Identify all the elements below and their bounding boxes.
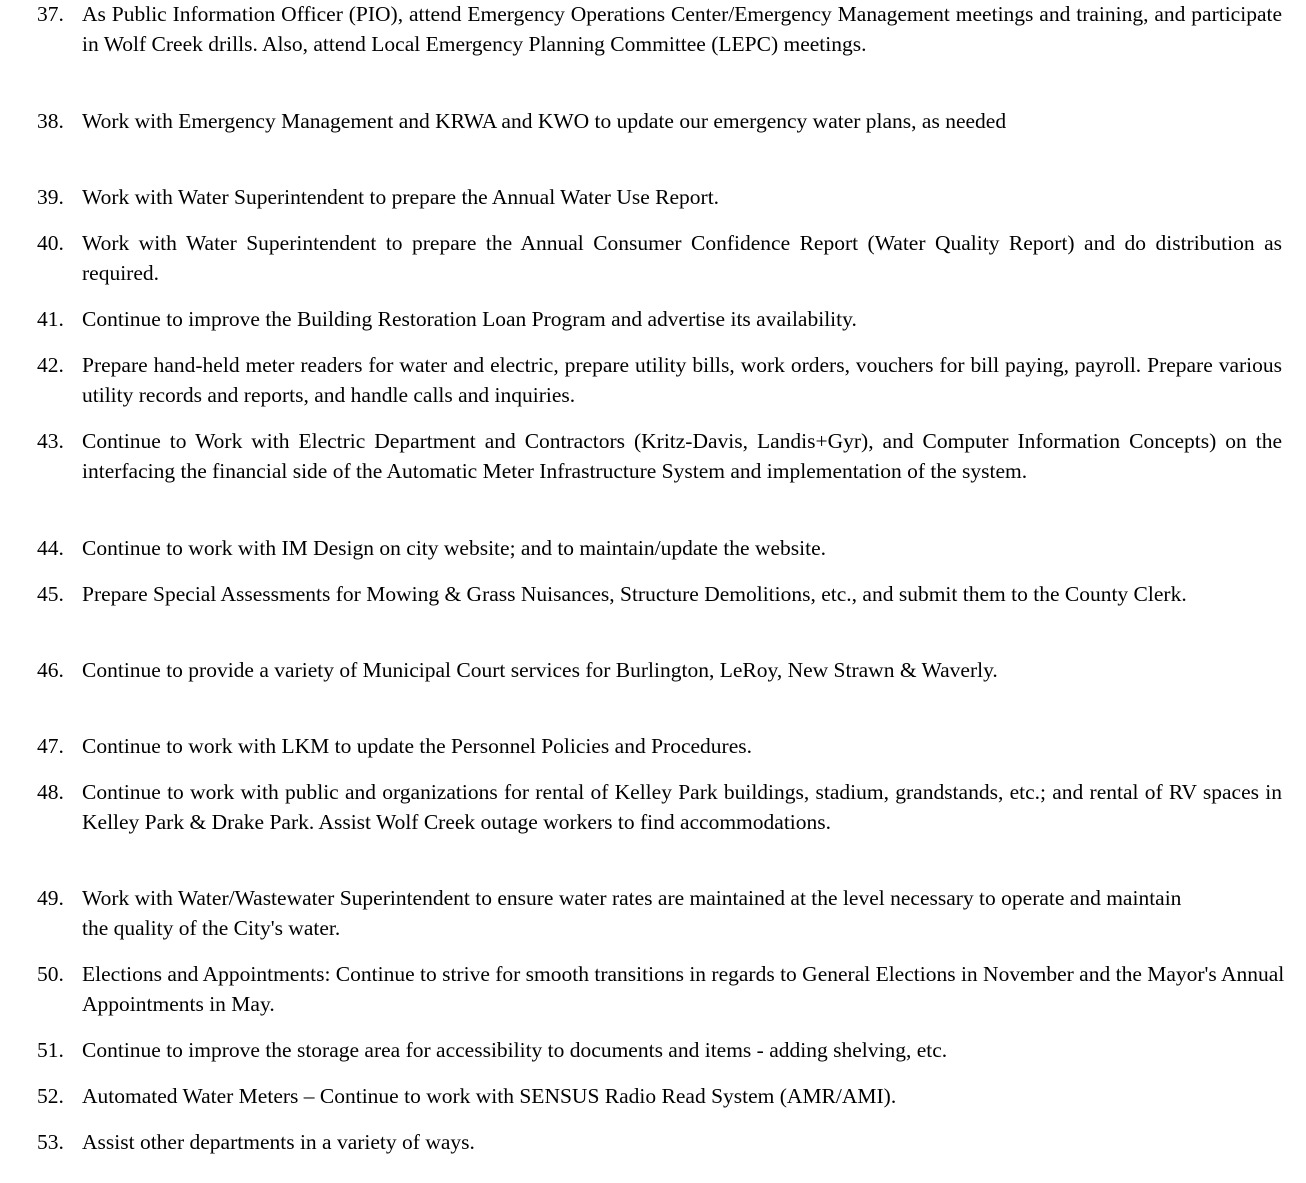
- list-item: [37, 959, 1285, 1019]
- list-item: [37, 350, 1282, 410]
- list-item: [37, 1081, 1282, 1111]
- list-item: [37, 426, 1282, 486]
- list-item: [37, 777, 1282, 837]
- item-number: 53.: [37, 1130, 64, 1154]
- list-item: [37, 304, 1282, 334]
- list-item: [37, 1127, 1282, 1157]
- list-item: [37, 883, 1282, 943]
- item-number: 43.: [37, 429, 64, 453]
- item-number: 40.: [37, 231, 64, 255]
- item-number: 49.: [37, 886, 64, 910]
- item-number: 42.: [37, 353, 64, 377]
- item-number: 51.: [37, 1038, 64, 1062]
- item-text: Continue to work with LKM to update the Personnel Policies and Procedures.: [82, 734, 752, 758]
- item-text: Prepare Special Assessments for Mowing & Grass Nuisances, Structure Demolitions, etc., and submit them to the County Clerk.: [82, 582, 1187, 606]
- item-text: Continue to improve the storage area for accessibility to documents and items - adding shelving, etc.: [82, 1038, 948, 1062]
- item-text: Automated Water Meters – Continue to work with SENSUS Radio Read System (AMR/AMI).: [82, 1084, 897, 1108]
- item-text: Continue to work with public and organizations for rental of Kelley Park buildings, stadium, grandstands, etc.; and rental of RV spaces in Kelley Park & Drake Park. Assist Wolf Creek outage workers to find accommodations.: [82, 780, 1282, 834]
- list-item: [37, 533, 1282, 563]
- item-text: Continue to Work with Electric Department and Contractors (Kritz-Davis, Landis+Gyr), and Computer Information Concepts) on the interfacing the financial side of the Automatic Meter Infrastructure System and implementation of the system.: [82, 429, 1282, 483]
- item-number: 44.: [37, 536, 64, 560]
- list-item: [37, 228, 1282, 288]
- item-number: 50.: [37, 962, 64, 986]
- item-text: Work with Emergency Management and KRWA and KWO to update our emergency water plans, as needed: [82, 109, 1007, 133]
- list-item: [37, 106, 1282, 136]
- list-item: [37, 0, 1282, 59]
- item-number: 45.: [37, 582, 64, 606]
- list-item: [37, 655, 1282, 685]
- item-number: 39.: [37, 185, 64, 209]
- list-item: [37, 182, 1282, 212]
- item-text: Continue to work with IM Design on city website; and to maintain/update the website.: [82, 536, 827, 560]
- item-number: 47.: [37, 734, 64, 758]
- item-text: Work with Water/Wastewater Superintendent to ensure water rates are maintained at the level necessary to operate and maintain the quality of the City's water.: [82, 886, 1182, 940]
- item-text: Work with Water Superintendent to prepare the Annual Consumer Confidence Report (Water Quality Report) and do distribution as required.: [82, 231, 1282, 285]
- item-text: Elections and Appointments: Continue to strive for smooth transitions in regards to General Elections in November and the Mayor's Annual Appointments in May.: [82, 962, 1285, 1016]
- item-text: Work with Water Superintendent to prepare the Annual Water Use Report.: [82, 185, 720, 209]
- item-text: Assist other departments in a variety of ways.: [82, 1130, 475, 1154]
- item-number: 41.: [37, 307, 64, 331]
- list-item: [37, 579, 1282, 609]
- item-text: As Public Information Officer (PIO), attend Emergency Operations Center/Emergency Management meetings and training, and participate in Wolf Creek drills. Also, attend Local Emergency Planning Committee (LEPC) meetings.: [82, 2, 1282, 56]
- list-item: [37, 1035, 1282, 1065]
- item-number: 46.: [37, 658, 64, 682]
- item-number: 38.: [37, 109, 64, 133]
- list-item: [37, 731, 1282, 761]
- item-text: Continue to provide a variety of Municipal Court services for Burlington, LeRoy, New Strawn & Waverly.: [82, 658, 998, 682]
- item-number: 52.: [37, 1084, 64, 1108]
- item-number: 37.: [37, 2, 64, 26]
- item-text: Continue to improve the Building Restoration Loan Program and advertise its availability.: [82, 307, 857, 331]
- item-text: Prepare hand-held meter readers for water and electric, prepare utility bills, work orders, vouchers for bill paying, payroll. Prepare various utility records and reports, and handle calls and inquiries.: [82, 353, 1282, 407]
- item-number: 48.: [37, 780, 64, 804]
